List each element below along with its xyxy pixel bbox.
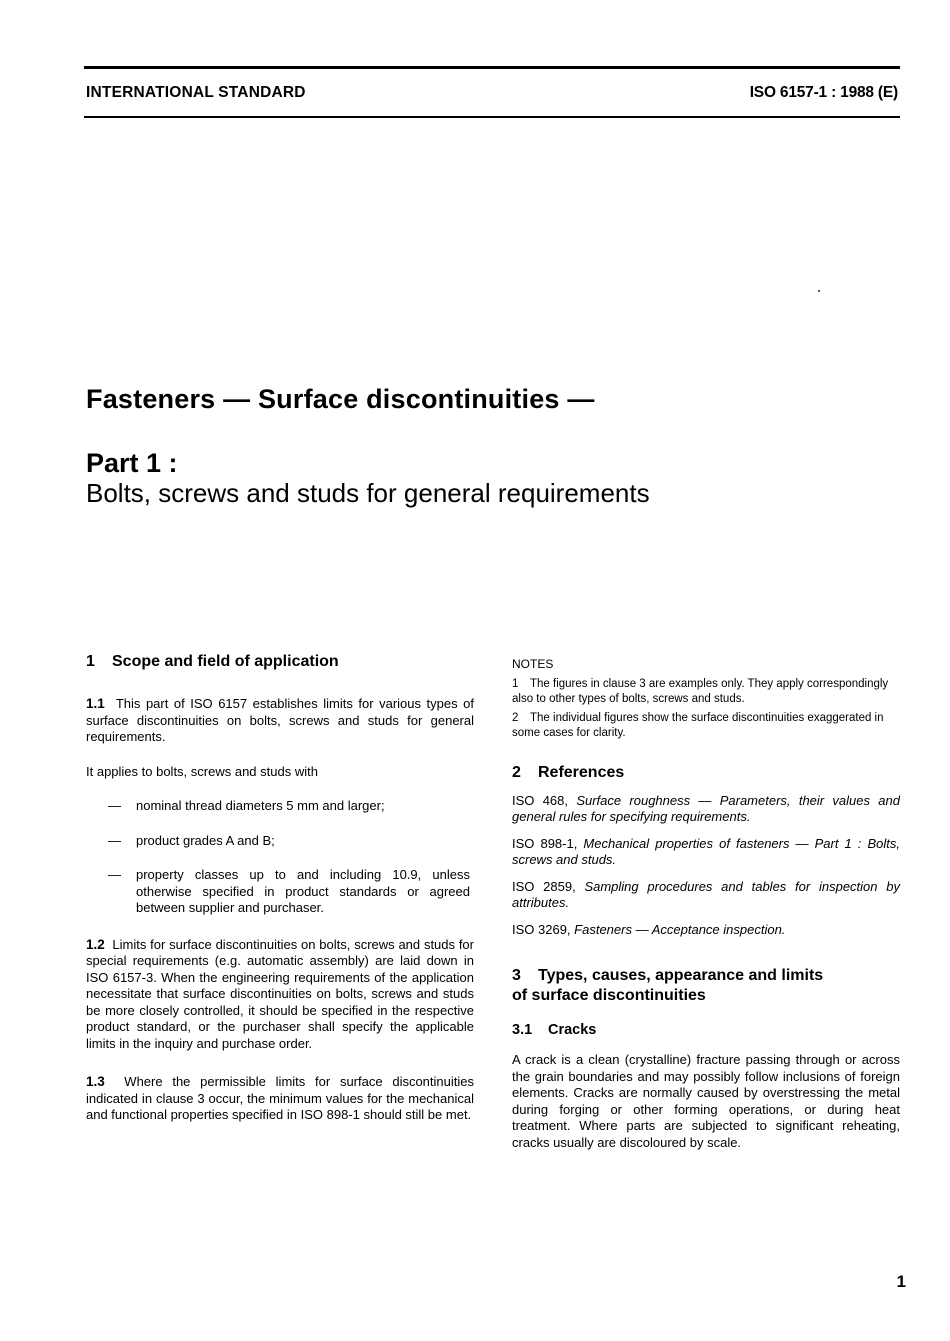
note-number: 2	[512, 711, 519, 724]
reference-item	[512, 836, 900, 869]
list-item: — product grades A and B;	[108, 832, 275, 848]
clause-1-3	[86, 1074, 474, 1124]
clause-1-1	[86, 696, 474, 746]
clause-number: 1.1	[86, 696, 105, 711]
scan-speck-mark	[818, 290, 820, 292]
section-3-heading	[512, 966, 900, 1006]
clause-number: 3.1	[512, 1022, 533, 1038]
part-subtitle: Bolts, screws and studs for general requirements	[86, 478, 650, 508]
document-title: Fasteners — Surface discontinuities —	[86, 384, 595, 414]
reference-title: Surface roughness — Parameters, their values and general rules for specifying requirements.	[512, 792, 900, 824]
note-number: 1	[512, 677, 519, 690]
page-number: 1	[896, 1272, 906, 1291]
notes-heading: NOTES	[512, 657, 554, 671]
reference-title: Mechanical properties of fasteners — Part 1 : Bolts, screws and studs.	[512, 835, 900, 867]
header-top-rule	[84, 66, 900, 69]
section-number: 2	[512, 763, 521, 781]
section-title-line-1: Types, causes, appearance and limits	[538, 967, 824, 984]
list-dash: —	[108, 867, 121, 882]
left-column	[86, 652, 474, 1124]
reference-item	[512, 922, 900, 939]
clause-3-1-heading	[512, 1020, 900, 1040]
standard-number: ISO 6157-1 : 1988 (E)	[749, 84, 898, 101]
section-number: 1	[86, 653, 95, 670]
reference-id: ISO 468,	[512, 792, 568, 808]
clause-number: 1.2	[86, 936, 105, 952]
section-title: References	[538, 763, 625, 781]
scope-list	[86, 798, 474, 917]
reference-item	[512, 879, 900, 912]
header-bottom-rule	[84, 116, 900, 118]
reference-id: ISO 2859,	[512, 878, 576, 894]
clause-text: This part of ISO 6157 establishes limits for various types of surface discontinuities on bolts, screws and studs for general requirements.	[86, 696, 474, 744]
right-column	[512, 652, 900, 1151]
list-item: — property classes up to and including 10.9, unless otherwise specified in product standards or agreed between supplier and purchaser.	[108, 867, 470, 915]
note-2	[512, 711, 900, 741]
reference-id: ISO 898-1,	[512, 835, 578, 851]
part-label: Part 1 :	[86, 448, 178, 478]
section-title: Scope and field of application	[112, 653, 339, 670]
list-dash: —	[108, 798, 121, 813]
cracks-paragraph: A crack is a clean (crystalline) fracture passing through or across the grain boundaries and may possibly follow inclusions of foreign elements. Cracks are normally caused by overstressing the metal during forging or other forming operations, or during heat treatment. Where parts are subjected to significant reheating, cracks usually are discoloured by scale.	[512, 1052, 900, 1150]
section-2-heading	[512, 763, 900, 783]
list-dash: —	[108, 832, 121, 848]
clause-title: Cracks	[548, 1022, 597, 1038]
reference-item	[512, 793, 900, 826]
applies-intro: It applies to bolts, screws and studs with	[86, 763, 318, 779]
list-item: — nominal thread diameters 5 mm and larger;	[108, 798, 385, 813]
section-number: 3	[512, 967, 521, 984]
section-title-line-2: of surface discontinuities	[512, 987, 706, 1004]
note-1	[512, 677, 900, 707]
clause-1-2	[86, 937, 474, 1053]
section-1-heading	[86, 652, 474, 672]
note-text: The figures in clause 3 are examples only. They apply correspondingly also to other types of bolts, screws and studs.	[512, 677, 889, 705]
reference-id: ISO 3269,	[512, 921, 571, 937]
note-text: The individual figures show the surface discontinuities exaggerated in some cases for clarity.	[512, 711, 884, 739]
reference-title: Sampling procedures and tables for inspection by attributes.	[512, 878, 900, 910]
clause-number: 1.3	[86, 1074, 105, 1089]
reference-title: Fasteners — Acceptance inspection.	[574, 921, 786, 937]
clause-text: Where the permissible limits for surface discontinuities indicated in clause 3 occur, the minimum values for the mechanical and functional properties specified in ISO 898-1 should still be met.	[86, 1074, 474, 1122]
document-type-label: INTERNATIONAL STANDARD	[86, 84, 306, 101]
clause-text: Limits for surface discontinuities on bolts, screws and studs for special requirements (e.g. automatic assembly) are laid down in ISO 6157-3. When the engineering requirements of the application necessitate that surface discontinuities on bolts, screws and studs be more closely controlled, it should be specified in the respective product standard, or the purchaser shall specify the applicable limits in the inquiry and purchase order.	[86, 936, 474, 1051]
